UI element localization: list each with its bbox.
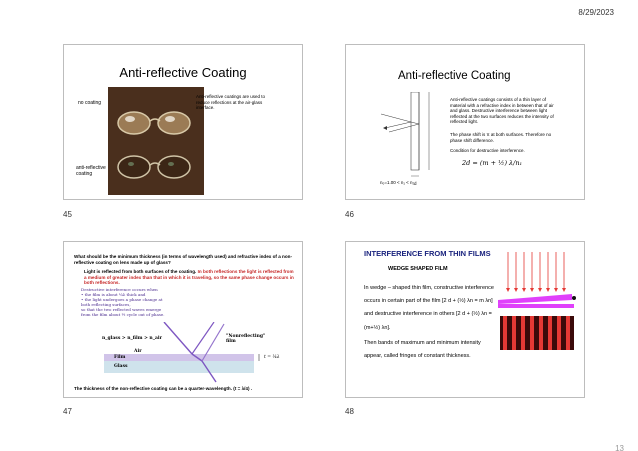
date-header: 8/29/2023 (578, 8, 614, 17)
paragraph: Then bands of maximum and minimum intensity appear, called fringes of constant thickness. (364, 339, 481, 360)
slide-45-thumbnail[interactable] (63, 44, 303, 200)
page-number: 13 (615, 444, 624, 451)
thickness-label: t = ¼λ (264, 355, 280, 360)
slide-subtitle: WEDGE SHAPED FILM (388, 266, 448, 272)
label-no-coating: no coating (78, 100, 102, 106)
explanation-text: Anti-reflective coatings consists of a thin layer of material with a refractive index in between that of air and glass. Destructive interference between light reflected at the two surfaces reduces the intensity of reflected light. (450, 97, 554, 124)
coating-figure-drawing (74, 322, 294, 384)
d-label: d (414, 181, 417, 186)
glass-label: Glass (114, 364, 128, 369)
conclusion-text: The thickness of the non-reflective coating can be a quarter-wavelength. (t = λ/4) . (74, 386, 253, 391)
slide-number: 46 (345, 210, 354, 219)
glasses-no-coating-image (116, 109, 194, 137)
reflection-paragraph (84, 269, 296, 286)
box-line: Destructive interference occurs when (81, 287, 158, 292)
slide-title: INTERFERENCE FROM THIN FILMS (364, 249, 491, 258)
question-text: What should be the minimum thickness (in terms of wavelength used) and refractive index of a non- reflective coating on lens made up of glass? (74, 254, 292, 265)
slide-46-thumbnail[interactable] (345, 44, 585, 200)
glasses-photo (108, 87, 204, 195)
slide-number: 47 (63, 407, 72, 416)
wedge-film-figure (494, 250, 584, 355)
box-line: • the film is about ¼λ thick and (81, 292, 146, 297)
slide-48-thumbnail[interactable] (345, 241, 585, 398)
box-line: • the light undergoes a phase change at both reflecting surfaces, (81, 297, 163, 307)
box-line: so that the two reflected waves emerge from the film about ½ cycle out of phase. (81, 307, 165, 317)
label-anti-reflective: anti-reflective coating (76, 165, 106, 177)
glasses-coated-image (116, 153, 194, 181)
slide-number: 45 (63, 210, 72, 219)
slide-title: Anti-reflective Coating (398, 70, 511, 82)
coating-figure (74, 322, 294, 384)
phase-shift-text: The phase shift is π at both surfaces. Therefore no phase shift difference. (450, 132, 552, 143)
slide-body (364, 282, 500, 365)
slide-description: Anti-reflective coatings are used to reduce reflections at the air-glass interface. (196, 94, 266, 110)
slide-number: 48 (345, 407, 354, 416)
paragraph-red: In both reflections the light is reflected from a medium of greater index than that in which it is traveling, so the same phase change occurs in both reflections. (84, 269, 294, 285)
film-label: Film (114, 355, 126, 360)
air-label: Air (134, 349, 142, 354)
interference-conditions-box (81, 287, 171, 317)
slide-title: Anti-reflective Coating (119, 65, 247, 80)
nonreflecting-label: "Nonreflecting" film (226, 334, 266, 344)
slide-47-thumbnail[interactable] (63, 241, 303, 398)
paragraph: In wedge – shaped thin film, constructive interference occurs in certain part of the film [2 d + (½) λn = m λn] and destructive interference in others [2 d + (½) λn = (m+½) λn]. (364, 285, 494, 331)
condition-text: Condition for destructive interference. (450, 148, 525, 153)
index-relation: n_glass > n_film > n_air (102, 336, 162, 341)
destructive-formula: 2d = (m + ½) λ/n₁ (462, 159, 523, 167)
paragraph-black: Light is reflected from both surfaces of the coating. (84, 269, 198, 274)
thin-film-diagram (379, 92, 455, 192)
index-label: n₀=1.00 < n₁ < n₂ (380, 180, 415, 185)
